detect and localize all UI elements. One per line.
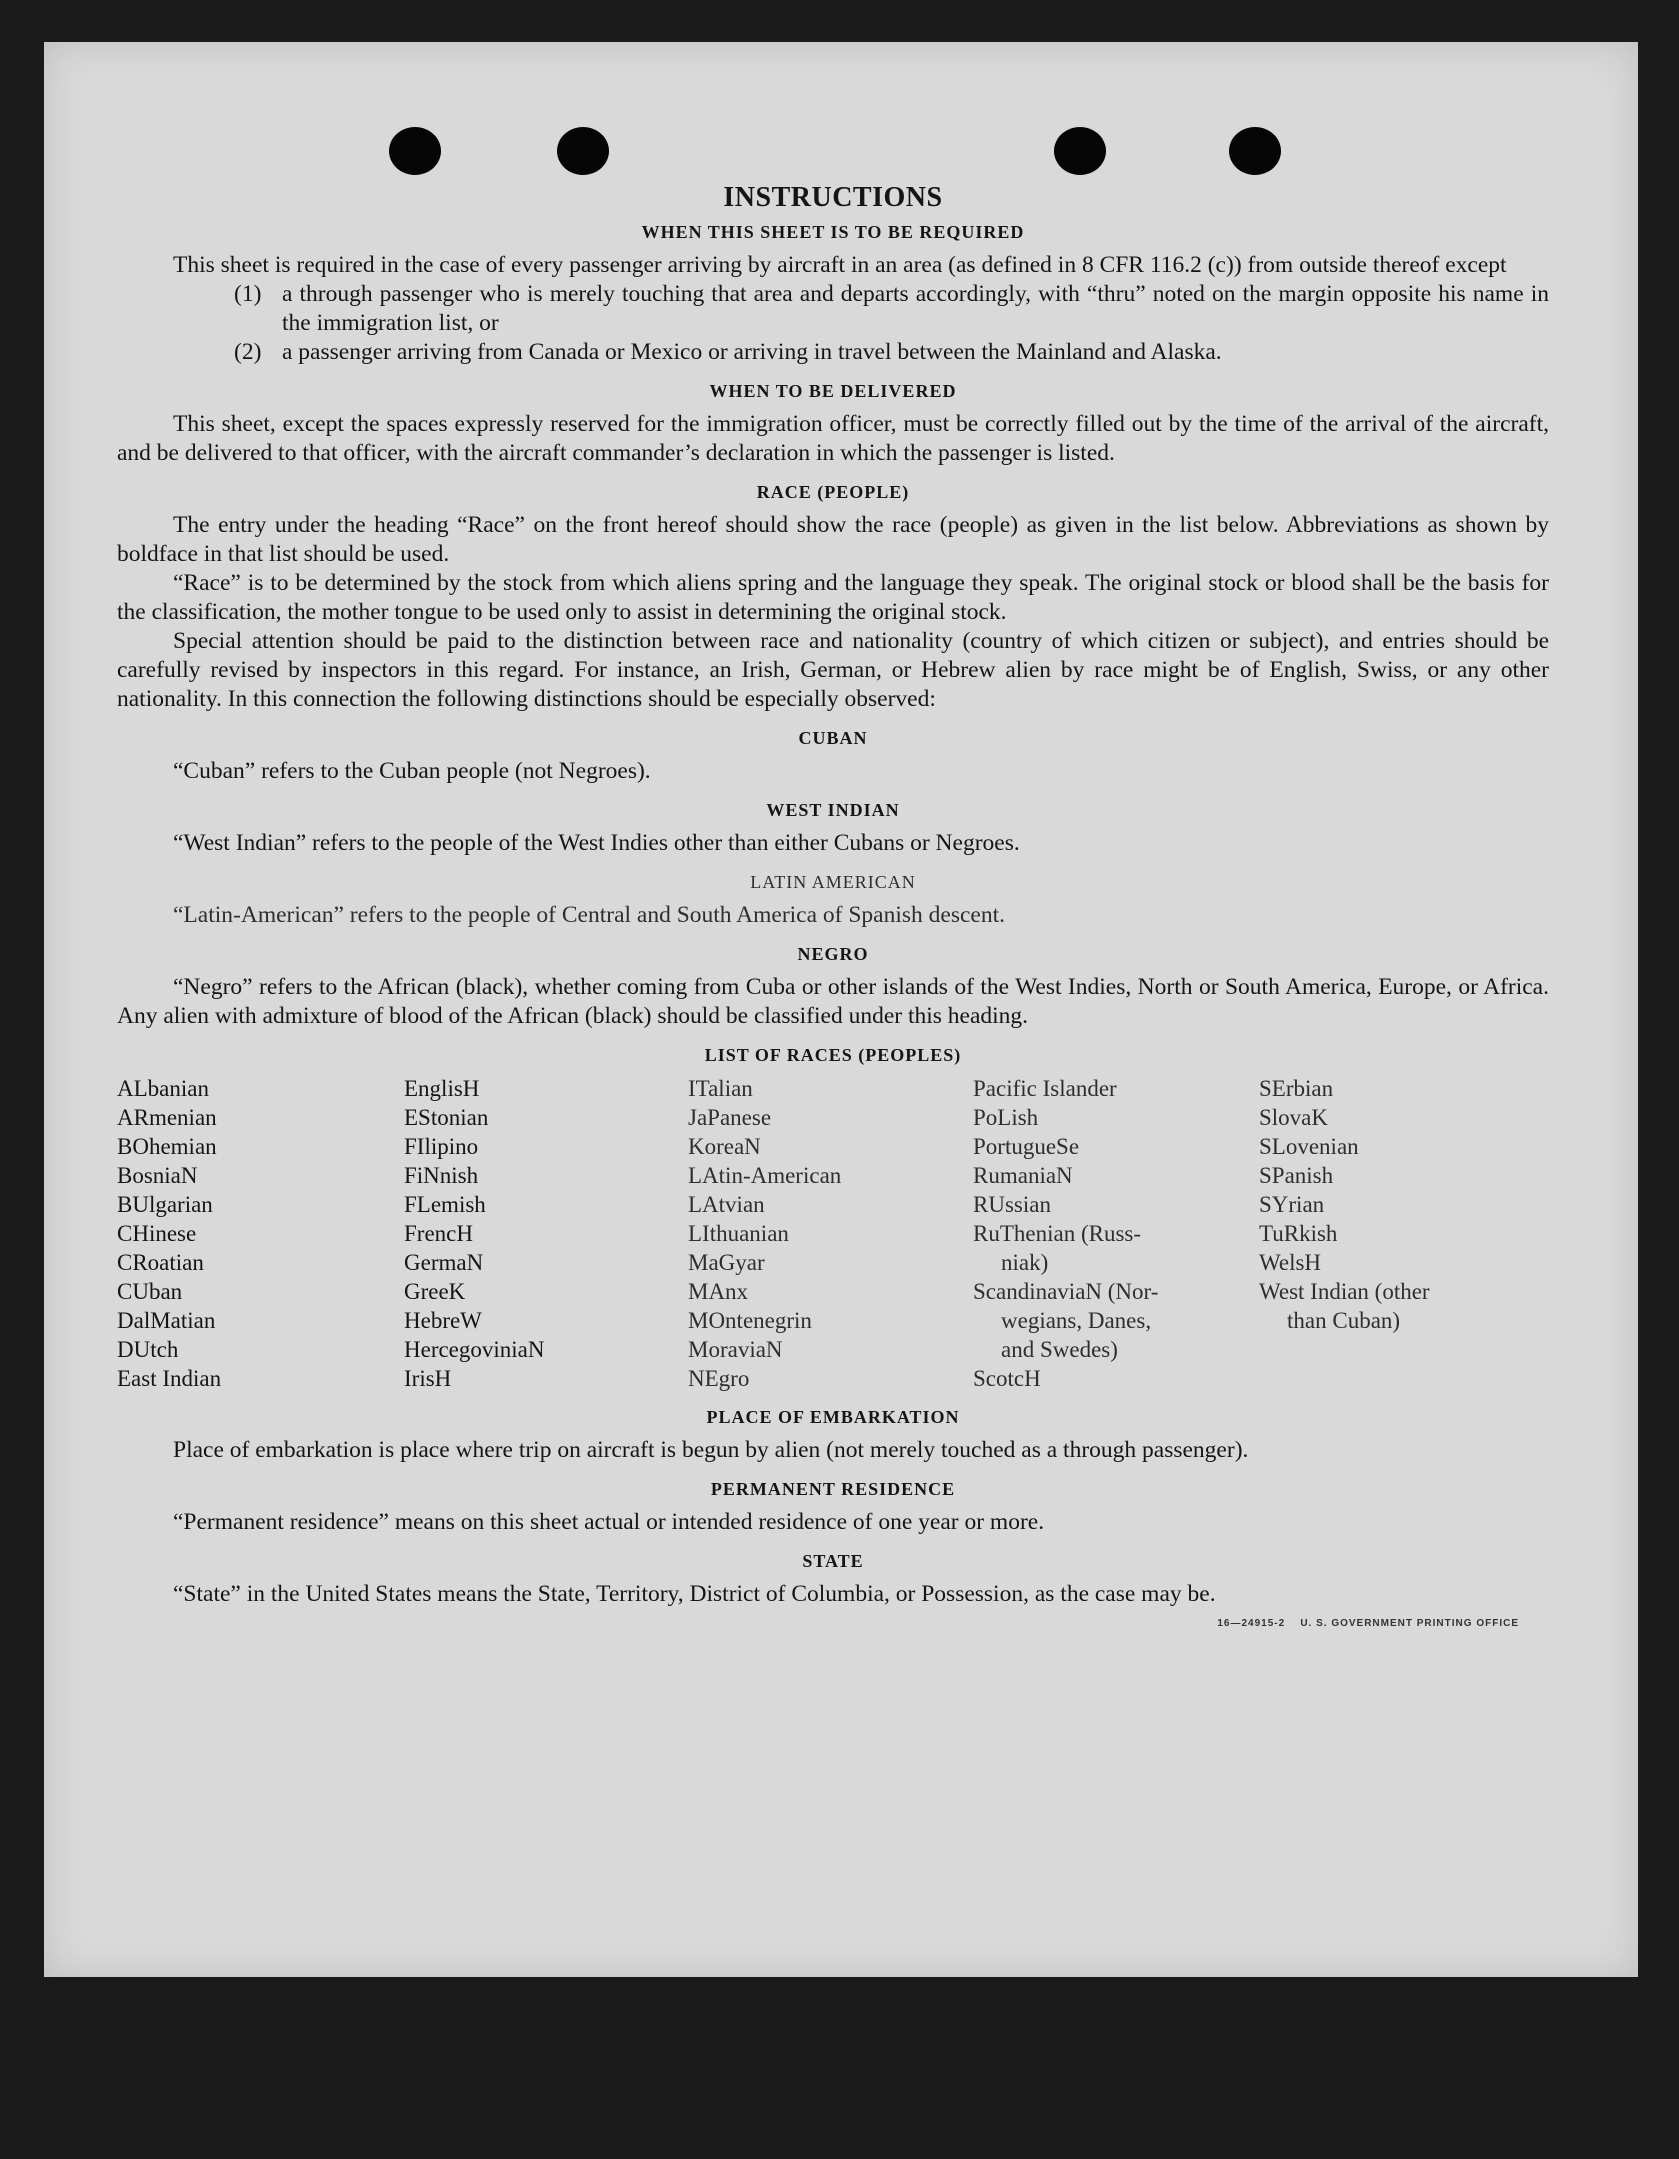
race-entry: MoraviaN (688, 1337, 783, 1362)
west-indian-text: “West Indian” refers to the people of the West Indies other than either Cubans or Negroes. (173, 830, 1020, 856)
race-entry: FrencH (404, 1221, 473, 1246)
race-entry: WelsH (1259, 1250, 1322, 1275)
race-entry: SPanish (1259, 1163, 1334, 1188)
exception-number: (2) (234, 339, 262, 365)
punch-hole (557, 127, 609, 175)
race-entry: GreeK (404, 1279, 466, 1304)
form-number: 16—24915-2 (1217, 1618, 1286, 1629)
race-entry: PoLish (973, 1105, 1039, 1130)
race-paragraph-3: Special attention should be paid to the distinction between race and nationality (country of which citizen or subject), and entries should be carefully revised by inspectors in this regard. For instance, an Irish, German, or Hebrew alien by race might be of English, Swiss, or any other nationality. In this connection the following distinctions should be especially observed: (117, 628, 1549, 712)
delivered-text: This sheet, except the spaces expressly reserved for the immigration officer, must be correctly filled out by the time of the arrival of the aircraft, and be delivered to that officer, with the aircraft commander’s declaration in which the passenger is listed. (117, 411, 1549, 466)
negro-text: “Negro” refers to the African (black), whether coming from Cuba or other islands of the West Indies, North or South America, Europe, or Africa. Any alien with admixture of blood of the African (black) should be classified under this heading. (117, 974, 1549, 1029)
exception-text: a through passenger who is merely touching that area and departs accordingly, with “thru” noted on the margin opposite his name in the immigration list, or (282, 281, 1549, 336)
race-entry: SLovenian (1259, 1134, 1359, 1159)
instructions-content (117, 177, 1549, 1638)
race-entry: RumaniaN (973, 1163, 1073, 1188)
race-entry: MAnx (688, 1279, 749, 1304)
heading-required: WHEN THIS SHEET IS TO BE REQUIRED (641, 222, 1025, 242)
race-entry: TuRkish (1259, 1221, 1338, 1246)
heading-embarkation: PLACE OF EMBARKATION (706, 1407, 960, 1427)
race-entry: DalMatian (117, 1308, 216, 1333)
race-entry: East Indian (117, 1366, 222, 1391)
race-entry: ITalian (688, 1076, 753, 1101)
heading-latin-american: LATIN AMERICAN (750, 872, 916, 892)
race-entry: CHinese (117, 1221, 197, 1246)
races-column-4 (973, 1074, 1259, 1393)
race-entry: LIthuanian (688, 1221, 789, 1246)
heading-state: STATE (802, 1551, 864, 1571)
race-entry: CUban (117, 1279, 183, 1304)
race-entry: ARmenian (117, 1105, 217, 1130)
exception-number: (1) (234, 281, 262, 307)
race-entry: HebreW (404, 1308, 482, 1333)
race-entry: EStonian (404, 1105, 489, 1130)
state-text: “State” in the United States means the State, Territory, District of Columbia, or Possession, as the case may be. (173, 1581, 1216, 1607)
race-entry: and Swedes) (1001, 1337, 1118, 1362)
race-entry: ScandinaviaN (Nor- (973, 1279, 1159, 1304)
race-entry: EnglisH (404, 1076, 480, 1101)
race-entry: DUtch (117, 1337, 179, 1362)
race-entry: SErbian (1259, 1076, 1334, 1101)
race-entry: HercegoviniaN (404, 1337, 545, 1362)
race-entry: than Cuban) (1287, 1308, 1401, 1333)
race-entry: niak) (1001, 1250, 1049, 1275)
race-entry: SlovaK (1259, 1105, 1328, 1130)
race-entry: IrisH (404, 1366, 452, 1391)
races-column-1 (117, 1074, 404, 1393)
race-entry: LAtin-American (688, 1163, 842, 1188)
race-entry: wegians, Danes, (1001, 1308, 1152, 1333)
heading-race: RACE (PEOPLE) (756, 482, 910, 502)
race-entry: JaPanese (688, 1105, 772, 1130)
race-entry: MaGyar (688, 1250, 765, 1275)
races-column-2 (404, 1074, 688, 1393)
race-entry: GermaN (404, 1250, 484, 1275)
heading-negro: NEGRO (797, 944, 869, 964)
document-sheet (44, 42, 1638, 1977)
heading-delivered: WHEN TO BE DELIVERED (709, 381, 957, 401)
race-entry: West Indian (other (1259, 1279, 1430, 1304)
race-entry: CRoatian (117, 1250, 204, 1275)
race-entry: BUlgarian (117, 1192, 213, 1217)
race-entry: FIlipino (404, 1134, 479, 1159)
races-column-5 (1259, 1074, 1549, 1393)
races-list (117, 1074, 1549, 1393)
race-entry: BosniaN (117, 1163, 198, 1188)
exception-item (117, 280, 1549, 338)
race-entry: ScotcH (973, 1366, 1041, 1391)
race-entry: MOntenegrin (688, 1308, 812, 1333)
punch-hole (1229, 127, 1281, 175)
race-entry: ALbanian (117, 1076, 209, 1101)
cuban-text: “Cuban” refers to the Cuban people (not Negroes). (173, 758, 651, 784)
punch-hole (1054, 127, 1106, 175)
printer-imprint (1217, 1609, 1519, 1638)
race-entry: Pacific Islander (973, 1076, 1117, 1101)
race-entry: FLemish (404, 1192, 486, 1217)
race-entry: FiNnish (404, 1163, 479, 1188)
race-entry: NEgro (688, 1366, 750, 1391)
embarkation-text: Place of embarkation is place where trip on aircraft is begun by alien (not merely touched as a through passenger). (173, 1437, 1249, 1463)
heading-races-list: LIST OF RACES (PEOPLES) (704, 1045, 962, 1065)
races-column-3 (688, 1074, 973, 1393)
race-entry: PortugueSe (973, 1134, 1080, 1159)
race-entry: LAtvian (688, 1192, 765, 1217)
race-entry: BOhemian (117, 1134, 217, 1159)
required-intro: This sheet is required in the case of every passenger arriving by aircraft in an area (as defined in 8 CFR 116.2 (c)) from outside thereof except (173, 252, 1507, 278)
race-paragraph-2: “Race” is to be determined by the stock from which aliens spring and the language they speak. The original stock or blood shall be the basis for the classification, the mother tongue to be used only to assist in determining the original stock. (117, 570, 1549, 625)
exception-text: a passenger arriving from Canada or Mexico or arriving in travel between the Mainland and Alaska. (282, 339, 1222, 365)
race-paragraph-1: The entry under the heading “Race” on the front hereof should show the race (people) as given in the list below. Abbreviations as shown by boldface in that list should be used. (117, 512, 1549, 567)
heading-residence: PERMANENT RESIDENCE (710, 1479, 956, 1499)
page-title: INSTRUCTIONS (723, 182, 943, 213)
footer (117, 1609, 1549, 1638)
residence-text: “Permanent residence” means on this sheet actual or intended residence of one year or more. (173, 1509, 1045, 1535)
race-entry: KoreaN (688, 1134, 761, 1159)
printer-name: U. S. GOVERNMENT PRINTING OFFICE (1300, 1618, 1519, 1629)
punch-hole (389, 127, 441, 175)
latin-american-text: “Latin-American” refers to the people of Central and South America of Spanish descent. (173, 902, 1006, 928)
exception-item (117, 338, 1549, 367)
race-entry: SYrian (1259, 1192, 1325, 1217)
heading-west-indian: WEST INDIAN (766, 800, 900, 820)
race-entry: RUssian (973, 1192, 1051, 1217)
heading-cuban: CUBAN (798, 728, 868, 748)
race-entry: RuThenian (Russ- (973, 1221, 1142, 1246)
